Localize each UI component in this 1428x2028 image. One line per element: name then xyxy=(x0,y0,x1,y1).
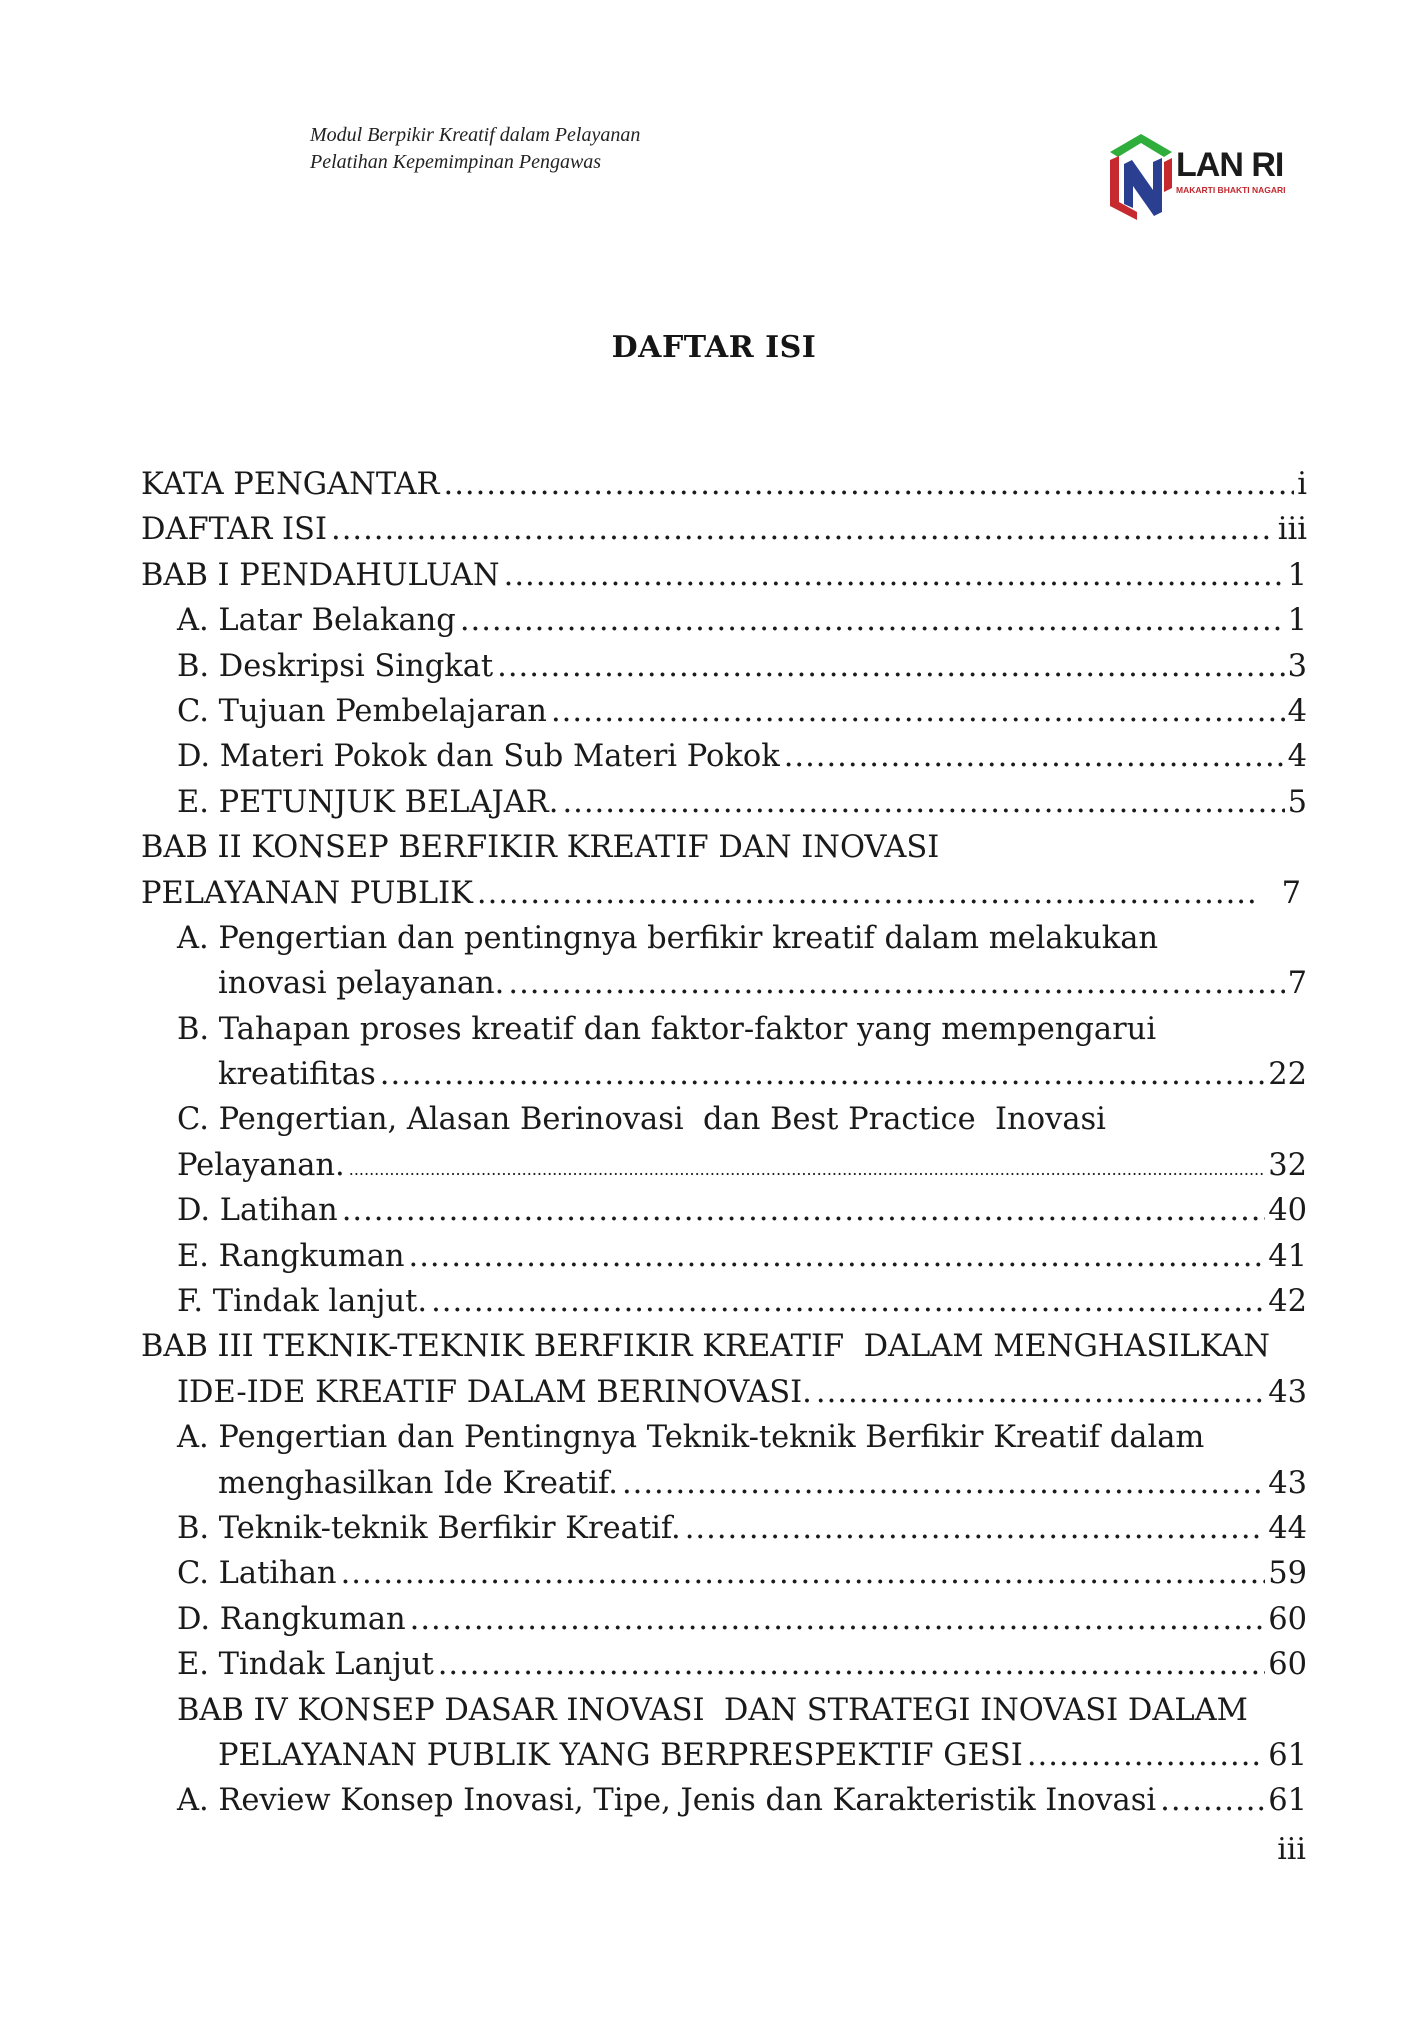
toc-entry-text: B. Teknik-teknik Berfikir Kreatif. xyxy=(177,1510,681,1546)
toc-leader-dots xyxy=(784,734,1285,779)
toc-leader-dots xyxy=(380,1052,1265,1097)
page-number: iii xyxy=(1277,1832,1306,1867)
toc-leader-dots xyxy=(349,1143,1265,1192)
toc-entry-text: C. Tujuan Pembelajaran xyxy=(177,693,547,729)
toc-entry-text: A. Pengertian dan Pentingnya Teknik-teknik Berfikir Kreatif dalam xyxy=(177,1420,1205,1456)
table-of-contents xyxy=(141,462,1307,1824)
toc-entry xyxy=(141,1143,1307,1188)
toc-entry-text: kreatifitas xyxy=(218,1057,376,1093)
toc-entry-text: E. PETUNJUK BELAJAR. xyxy=(177,784,559,820)
toc-leader-dots xyxy=(460,598,1285,643)
logo-subtitle: MAKARTI BHAKTI NAGARI xyxy=(1176,185,1286,195)
toc-entry-text: C. Latihan xyxy=(177,1556,337,1592)
toc-leader-dots xyxy=(508,961,1284,1006)
toc-leader-dots xyxy=(816,1370,1265,1415)
toc-entry-text: F. Tindak lanjut. xyxy=(177,1284,428,1320)
toc-leader-dots xyxy=(342,1188,1266,1233)
page-title: DAFTAR ISI xyxy=(611,330,817,365)
logo-title: LAN RI xyxy=(1176,146,1284,184)
toc-entry-text: A. Latar Belakang xyxy=(177,603,456,639)
toc-entry-text: D. Materi Pokok dan Sub Materi Pokok xyxy=(177,739,780,775)
toc-entry-page: 32 xyxy=(1268,1147,1307,1183)
toc-leader-dots xyxy=(331,507,1275,552)
toc-entry-page: 61 xyxy=(1268,1783,1307,1819)
toc-entry xyxy=(141,1733,1307,1778)
toc-entry-page: 60 xyxy=(1268,1601,1307,1637)
toc-entry xyxy=(141,1461,1307,1506)
toc-entry xyxy=(141,1188,1307,1233)
toc-entry-page: 43 xyxy=(1268,1465,1307,1501)
toc-entry-text: PELAYANAN PUBLIK xyxy=(141,875,473,911)
toc-entry-text: C. Pengertian, Alasan Berinovasi dan Best Practice Inovasi xyxy=(177,1102,1106,1138)
toc-entry xyxy=(141,507,1307,552)
toc-entry xyxy=(141,1597,1307,1642)
toc-entry-text: B. Deskripsi Singkat xyxy=(177,648,494,684)
toc-entry-text: BAB III TEKNIK-TEKNIK BERFIKIR KREATIF DALAM MENGHASILKAN xyxy=(141,1329,1270,1365)
toc-entry xyxy=(141,1052,1307,1097)
toc-entry-text: E. Tindak Lanjut xyxy=(177,1647,434,1683)
toc-entry-text: B. Tahapan proses kreatif dan faktor-faktor yang mempengarui xyxy=(177,1011,1157,1047)
toc-entry-text: A. Review Konsep Inovasi, Tipe, Jenis dan Karakteristik Inovasi xyxy=(177,1783,1157,1819)
toc-entry-page: i xyxy=(1297,467,1307,502)
toc-entry-text: BAB II KONSEP BERFIKIR KREATIF DAN INOVASI xyxy=(141,830,940,866)
toc-entry xyxy=(141,871,1307,916)
toc-leader-dots xyxy=(562,780,1284,825)
toc-entry-page: 44 xyxy=(1268,1510,1307,1546)
toc-entry-page: 7 xyxy=(1281,875,1301,911)
toc-leader-dots xyxy=(409,1234,1266,1279)
toc-entry-page: 3 xyxy=(1287,648,1307,684)
toc-entry xyxy=(141,598,1307,643)
toc-entry xyxy=(141,1551,1307,1596)
toc-entry-text: BAB I PENDAHULUAN xyxy=(141,557,500,593)
toc-entry xyxy=(141,644,1307,689)
toc-entry xyxy=(141,1642,1307,1687)
toc-entry xyxy=(141,825,1307,870)
toc-entry xyxy=(141,1324,1307,1369)
toc-entry xyxy=(141,734,1307,779)
toc-entry xyxy=(141,1279,1307,1324)
toc-entry-text: A. Pengertian dan pentingnya berfikir kreatif dalam melakukan xyxy=(177,920,1159,956)
toc-leader-dots xyxy=(497,644,1284,689)
toc-entry-page: 4 xyxy=(1287,739,1307,775)
toc-entry-text: inovasi pelayanan. xyxy=(218,966,505,1002)
toc-entry xyxy=(141,462,1307,507)
toc-entry-page: 22 xyxy=(1268,1057,1307,1093)
toc-entry-page: 60 xyxy=(1268,1647,1307,1683)
toc-entry-text: IDE-IDE KREATIF DALAM BERINOVASI. xyxy=(177,1374,812,1410)
toc-leader-dots xyxy=(685,1506,1265,1551)
toc-leader-dots xyxy=(551,689,1285,734)
toc-entry-page: 42 xyxy=(1268,1284,1307,1320)
toc-entry xyxy=(141,961,1307,1006)
toc-entry-page: 4 xyxy=(1287,693,1307,729)
toc-entry-text: E. Rangkuman xyxy=(177,1238,405,1274)
toc-leader-dots xyxy=(504,553,1285,598)
toc-entry-page: 61 xyxy=(1268,1737,1307,1773)
toc-leader-dots xyxy=(431,1279,1265,1324)
toc-entry-page: 1 xyxy=(1287,557,1307,593)
toc-entry-page: iii xyxy=(1277,512,1307,548)
toc-entry xyxy=(141,916,1307,961)
toc-entry xyxy=(141,1234,1307,1279)
toc-entry xyxy=(141,1688,1307,1733)
header-training-title: Pelatihan Kepemimpinan Pengawas xyxy=(310,151,602,173)
toc-leader-dots xyxy=(1027,1733,1265,1778)
toc-leader-dots xyxy=(622,1461,1265,1506)
toc-entry-page: 40 xyxy=(1268,1193,1307,1229)
toc-entry xyxy=(141,1097,1307,1142)
toc-entry-text: D. Latihan xyxy=(177,1193,338,1229)
toc-leader-dots xyxy=(477,871,1254,916)
toc-leader-dots xyxy=(444,462,1295,507)
toc-entry-page: 5 xyxy=(1287,784,1307,820)
toc-leader-dots xyxy=(341,1551,1266,1596)
toc-entry-text: PELAYANAN PUBLIK YANG BERPRESPEKTIF GESI xyxy=(218,1737,1023,1773)
toc-leader-dots xyxy=(438,1642,1265,1687)
toc-entry-page: 59 xyxy=(1268,1556,1307,1592)
toc-entry xyxy=(141,553,1307,598)
toc-entry-page: 7 xyxy=(1287,966,1307,1002)
toc-entry xyxy=(141,1370,1307,1415)
toc-entry-page: 41 xyxy=(1268,1238,1307,1274)
header-module-title: Modul Berpikir Kreatif dalam Pelayanan xyxy=(310,124,641,146)
toc-leader-dots xyxy=(1160,1778,1265,1823)
lan-ri-logo-icon xyxy=(1106,132,1176,222)
toc-entry-text: menghasilkan Ide Kreatif. xyxy=(218,1465,618,1501)
toc-entry xyxy=(141,1506,1307,1551)
toc-entry xyxy=(141,1778,1307,1823)
toc-entry xyxy=(141,689,1307,734)
toc-entry-text: DAFTAR ISI xyxy=(141,512,327,548)
running-header xyxy=(310,122,640,176)
toc-entry-page: 43 xyxy=(1268,1374,1307,1410)
toc-entry-text: Pelayanan. xyxy=(177,1147,345,1183)
toc-entry xyxy=(141,780,1307,825)
toc-entry-page: 1 xyxy=(1287,603,1307,639)
toc-entry xyxy=(141,1007,1307,1052)
toc-entry-text: KATA PENGANTAR xyxy=(141,467,440,502)
toc-leader-dots xyxy=(410,1597,1266,1642)
toc-entry-text: BAB IV KONSEP DASAR INOVASI DAN STRATEGI INOVASI DALAM xyxy=(177,1692,1248,1728)
lan-ri-logo xyxy=(1106,132,1306,222)
toc-entry-text: D. Rangkuman xyxy=(177,1601,406,1637)
toc-entry xyxy=(141,1415,1307,1460)
